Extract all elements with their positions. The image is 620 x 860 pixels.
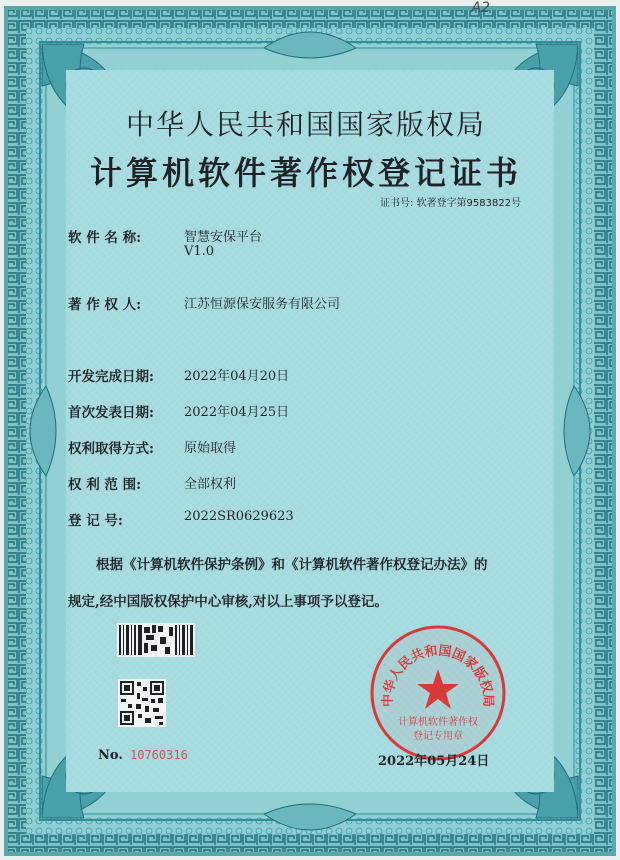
serial-number-value: 10760316 [130, 748, 188, 762]
seal-inner-line-2: 登记专用章 [413, 731, 463, 742]
dev-date-label: 开发完成日期: [68, 369, 154, 385]
software-name-label: 软 件 名 称: [68, 230, 142, 246]
seal-inner-line-1: 计算机软件著作权 [398, 717, 478, 728]
registration-number-value: 2022SR0629623 [184, 509, 294, 524]
statement-line-2: 规定,经中国版权保护中心审核,对以上事项予以登记。 [68, 594, 388, 610]
statement-line-1: 根据《计算机软件保护条例》和《计算机软件著作权登记办法》的 [96, 557, 488, 573]
certificate-number-value: 软著登字第9583822号 [416, 198, 522, 209]
rights-scope-value: 全部权利 [184, 477, 237, 492]
seal-outer-text: 中华人民共和国国家版权局 [380, 643, 496, 708]
dev-date-value: 2022年04月20日 [184, 369, 290, 384]
qr-code [118, 679, 166, 727]
software-version-value: V1.0 [184, 244, 215, 259]
certificate-title: 计算机软件著作权登记证书 [89, 154, 522, 192]
publish-date-label: 首次发表日期: [68, 405, 154, 421]
owner-value: 江苏恒源保安服务有限公司 [184, 297, 341, 312]
rights-scope-label: 权 利 范 围: [68, 477, 142, 493]
acquire-method-label: 权利取得方式: [68, 441, 154, 457]
official-red-seal [368, 623, 508, 763]
certificate-number [380, 194, 521, 209]
handwritten-note: A2 [471, 0, 490, 16]
issue-date: 2022年05月24日 [378, 754, 490, 769]
registration-number-label: 登 记 号: [68, 513, 123, 529]
publish-date-value: 2022年04月25日 [184, 405, 290, 420]
acquire-method-value: 原始取得 [184, 441, 237, 456]
issuing-authority: 中华人民共和国国家版权局 [125, 108, 486, 141]
certificate-number-label: 证书号: [380, 198, 414, 209]
barcode [117, 623, 195, 657]
owner-label: 著 作 权 人: [68, 297, 142, 313]
software-name-value: 智慧安保平台 [184, 230, 263, 245]
serial-number-label: No. [98, 748, 123, 763]
